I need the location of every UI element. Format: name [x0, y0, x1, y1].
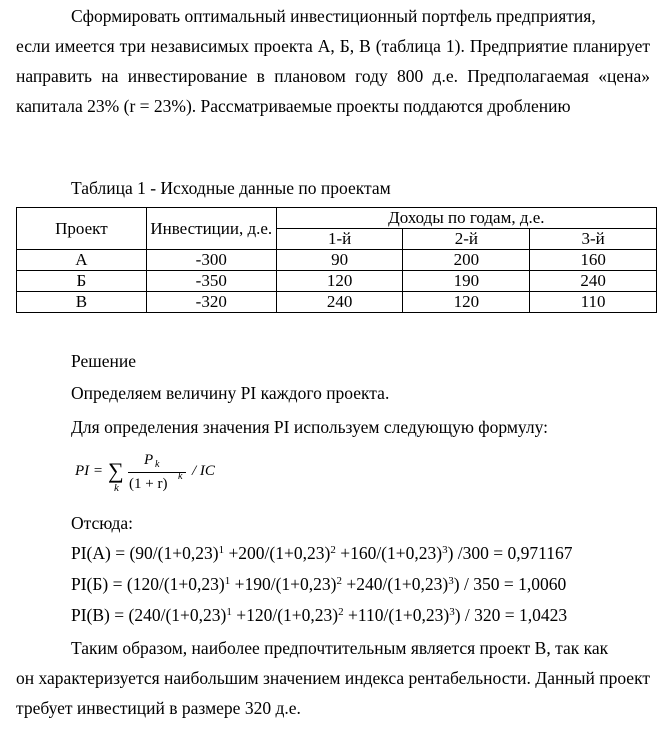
- sum-symbol: ∑: [108, 458, 124, 483]
- header-investment: Инвестиции, д.е.: [146, 208, 276, 250]
- pi-formula: [75, 452, 235, 499]
- header-year-2: 2-й: [403, 229, 530, 250]
- calc-text: PI(Б) = (120/(1+0,23): [71, 574, 225, 594]
- cell-year-1: 120: [276, 271, 403, 292]
- calc-text: +160/(1+0,23): [335, 543, 443, 563]
- calc-exponent: 1: [226, 606, 232, 618]
- cell-project: А: [17, 250, 147, 271]
- table-header-row: [17, 208, 657, 229]
- calc-exponent: 1: [218, 544, 225, 556]
- cell-year-3: 110: [530, 292, 657, 313]
- calc-text: +120/(1+0,23): [231, 605, 339, 625]
- calc-text: PI(В) = (240/(1+0,23): [71, 605, 227, 625]
- formula-denominator-sup: k: [178, 471, 183, 482]
- formula-tail: / IC: [192, 463, 215, 479]
- calc-line-b: [71, 569, 566, 599]
- cell-investment: -350: [146, 271, 276, 292]
- header-project: Проект: [17, 208, 147, 250]
- cell-project: В: [17, 292, 147, 313]
- conclusion-rest: он характеризуется наибольшим значением индекса рентабельности. Данный проект требует инвестиций в размере 320 д.е.: [16, 668, 650, 718]
- conclusion-first-line: Таким образом, наиболее предпочтительным является проект В, так как: [71, 638, 609, 658]
- table-row: [17, 292, 657, 313]
- calc-exponent: 2: [330, 544, 336, 556]
- intro-first-line: Сформировать оптимальный инвестиционный портфель предприятия,: [71, 6, 596, 26]
- cell-investment: -320: [146, 292, 276, 313]
- calc-text: +110/(1+0,23): [343, 605, 450, 625]
- intro-paragraph: [16, 1, 650, 121]
- cell-year-2: 120: [403, 292, 530, 313]
- cell-year-1: 240: [276, 292, 403, 313]
- table-row: [17, 250, 657, 271]
- solution-heading: Решение: [71, 351, 137, 371]
- cell-year-1: 90: [276, 250, 403, 271]
- calc-exponent: 3: [442, 544, 448, 556]
- calc-exponent: 2: [338, 606, 344, 618]
- cell-year-2: 190: [403, 271, 530, 292]
- calc-exponent: 1: [224, 575, 231, 587]
- intro-rest: если имеется три независимых проекта А, Б, В (таблица 1). Предприятие планирует направить на инвестирование в плановом году 800 д.е. Предполагаемая «цена» капитала 23% (r = 23%). Рассматриваемые проекты поддаются дроблению: [16, 36, 650, 116]
- cell-project: Б: [17, 271, 147, 292]
- cell-year-3: 160: [530, 250, 657, 271]
- calc-text: +200/(1+0,23): [224, 543, 331, 563]
- solution-step-1: Определяем величину PI каждого проекта.: [71, 383, 390, 403]
- calc-text: +240/(1+0,23): [342, 574, 449, 594]
- conclusion-paragraph: [16, 633, 650, 723]
- projects-table: [16, 207, 657, 313]
- formula-numerator-sub: k: [155, 459, 160, 470]
- hence-label: Отсюда:: [71, 513, 133, 533]
- calc-text: PI(А) = (90/(1+0,23): [71, 543, 219, 563]
- header-income: Доходы по годам, д.е.: [276, 208, 656, 229]
- solution-step-2: Для определения значения PI используем следующую формулу:: [71, 417, 549, 437]
- calc-text: +190/(1+0,23): [230, 574, 337, 594]
- calc-exponent: 3: [448, 575, 454, 587]
- formula-denominator: (1 + r): [129, 476, 168, 492]
- calc-text: ) / 350 = 1,0060: [453, 574, 567, 594]
- table-caption: Таблица 1 - Исходные данные по проектам: [71, 178, 391, 198]
- header-year-3: 3-й: [530, 229, 657, 250]
- formula-lhs: PI =: [75, 463, 104, 479]
- calc-line-a: [71, 538, 573, 568]
- table-row: [17, 271, 657, 292]
- calc-text: ) /300 = 0,971167: [447, 543, 573, 563]
- cell-investment: -300: [146, 250, 276, 271]
- sum-index: k: [114, 482, 119, 494]
- formula-numerator: P: [144, 452, 154, 468]
- calc-line-v: [71, 600, 567, 630]
- calc-exponent: 2: [336, 575, 342, 587]
- calc-exponent: 3: [449, 606, 455, 618]
- cell-year-2: 200: [403, 250, 530, 271]
- header-year-1: 1-й: [276, 229, 403, 250]
- cell-year-3: 240: [530, 271, 657, 292]
- calc-text: ) / 320 = 1,0423: [454, 605, 568, 625]
